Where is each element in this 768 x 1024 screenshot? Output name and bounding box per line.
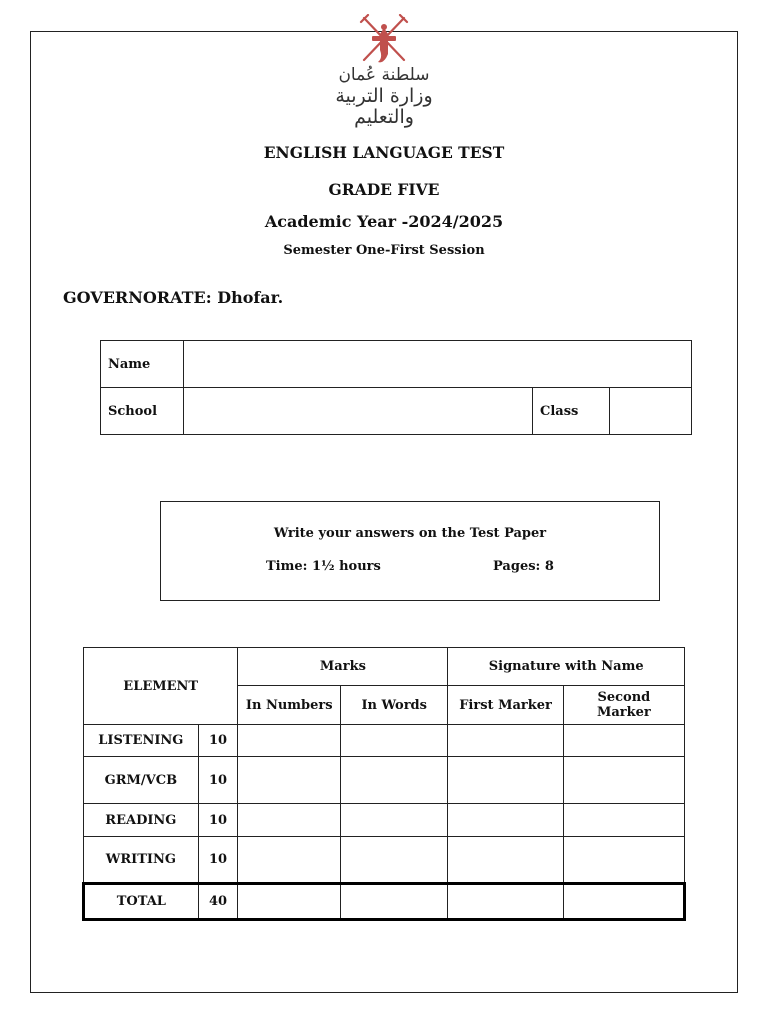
class-label: Class (533, 388, 610, 435)
governorate-label: GOVERNORATE: Dhofar. (63, 288, 284, 307)
total-second-marker-cell[interactable] (563, 884, 684, 920)
element-name: GRM/VCB (84, 757, 199, 804)
instructions-text: Write your answers on the Test Paper (273, 526, 547, 541)
element-header: ELEMENT (84, 648, 238, 725)
in-numbers-cell[interactable] (238, 837, 341, 884)
in-words-cell[interactable] (341, 804, 448, 837)
in-numbers-header: In Numbers (238, 686, 341, 725)
first-marker-cell[interactable] (448, 804, 563, 837)
school-label: School (101, 388, 184, 435)
school-field[interactable] (184, 388, 533, 435)
in-numbers-cell[interactable] (238, 725, 341, 757)
second-marker-cell[interactable] (563, 837, 684, 884)
second-marker-line1: Second (597, 690, 651, 705)
pages-label: Pages: 8 (493, 559, 554, 574)
second-marker-header (563, 686, 684, 725)
session-title: Semester One-First Session (283, 243, 485, 258)
name-label: Name (101, 341, 184, 388)
oman-emblem-icon (358, 14, 410, 72)
in-numbers-cell[interactable] (238, 757, 341, 804)
class-field[interactable] (610, 388, 692, 435)
total-numbers-cell[interactable] (238, 884, 341, 920)
academic-year: Academic Year -2024/2025 (264, 212, 504, 231)
instructions-box (160, 501, 660, 601)
marks-header: Marks (238, 648, 448, 686)
element-name: READING (84, 804, 199, 837)
signature-header: Signature with Name (448, 648, 685, 686)
total-score: 40 (198, 884, 238, 920)
in-words-cell[interactable] (341, 837, 448, 884)
element-score: 10 (198, 804, 238, 837)
time-label: Time: 1½ hours (266, 559, 381, 574)
element-score: 10 (198, 837, 238, 884)
element-name: LISTENING (84, 725, 199, 757)
second-marker-cell[interactable] (563, 757, 684, 804)
table-row (84, 837, 685, 884)
element-score: 10 (198, 725, 238, 757)
second-marker-cell[interactable] (563, 804, 684, 837)
name-field[interactable] (184, 341, 692, 388)
in-words-cell[interactable] (341, 725, 448, 757)
second-marker-line2: Marker (596, 705, 651, 720)
first-marker-cell[interactable] (448, 837, 563, 884)
sultanate-arabic-text: سلطنة عُمان (338, 65, 430, 85)
marks-table (82, 647, 686, 921)
table-row (84, 757, 685, 804)
in-words-cell[interactable] (341, 757, 448, 804)
ministry-arabic-logo (318, 66, 450, 129)
second-marker-cell[interactable] (563, 725, 684, 757)
element-name: WRITING (84, 837, 199, 884)
table-row (84, 804, 685, 837)
first-marker-header: First Marker (448, 686, 563, 725)
student-info-table (100, 340, 692, 435)
grade-title: GRADE FIVE (328, 180, 440, 199)
first-marker-cell[interactable] (448, 725, 563, 757)
total-first-marker-cell[interactable] (448, 884, 563, 920)
table-row (84, 725, 685, 757)
total-words-cell[interactable] (341, 884, 448, 920)
ministry-arabic-text: وزارة التربية والتعليم (335, 84, 433, 129)
in-numbers-cell[interactable] (238, 804, 341, 837)
total-row (84, 884, 685, 920)
test-title: ENGLISH LANGUAGE TEST (263, 143, 505, 162)
in-words-header: In Words (341, 686, 448, 725)
total-label: TOTAL (84, 884, 199, 920)
first-marker-cell[interactable] (448, 757, 563, 804)
element-score: 10 (198, 757, 238, 804)
